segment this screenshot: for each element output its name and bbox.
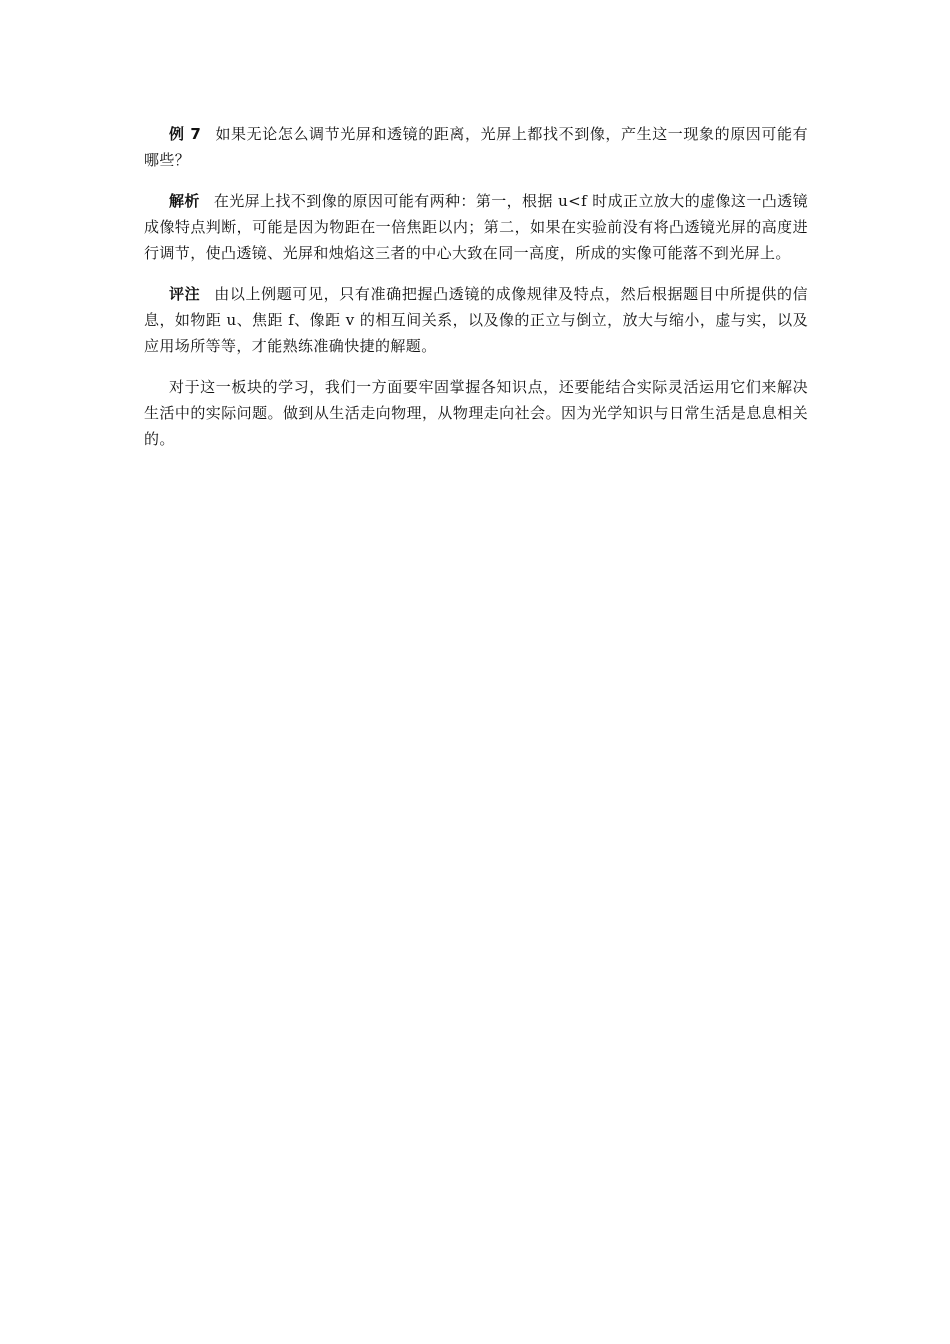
- analysis-text: 在光屏上找不到像的原因可能有两种：第一，根据 u<f 时成正立放大的虚像这一凸透镜成像特点判断，可能是因为物距在一倍焦距以内；第二，如果在实验前没有将凸透镜光屏的高度进行调节，使凸透镜、光屏和烛焰这三者的中心大致在同一高度，所成的实像可能落不到光屏上。: [144, 192, 808, 262]
- conclusion-text: 对于这一板块的学习，我们一方面要牢固掌握各知识点，还要能结合实际灵活运用它们来解决生活中的实际问题。做到从生活走向物理，从物理走向社会。因为光学知识与日常生活是息息相关的。: [144, 378, 808, 448]
- example-question-paragraph: [144, 121, 808, 173]
- example-label: 例 7: [169, 125, 202, 143]
- conclusion-paragraph: [144, 374, 808, 452]
- comment-paragraph: [144, 281, 808, 359]
- comment-text: 由以上例题可见，只有准确把握凸透镜的成像规律及特点，然后根据题目中所提供的信息，如物距 u、焦距 f、像距 v 的相互间关系，以及像的正立与倒立，放大与缩小，虚与实，以及应用场所等等，才能熟练准确快捷的解题。: [144, 285, 808, 355]
- document-body: [144, 121, 808, 467]
- example-question-text: 如果无论怎么调节光屏和透镜的距离，光屏上都找不到像，产生这一现象的原因可能有哪些？: [144, 125, 808, 169]
- comment-label: 评注: [169, 285, 201, 303]
- analysis-label: 解析: [169, 192, 200, 210]
- analysis-paragraph: [144, 188, 808, 266]
